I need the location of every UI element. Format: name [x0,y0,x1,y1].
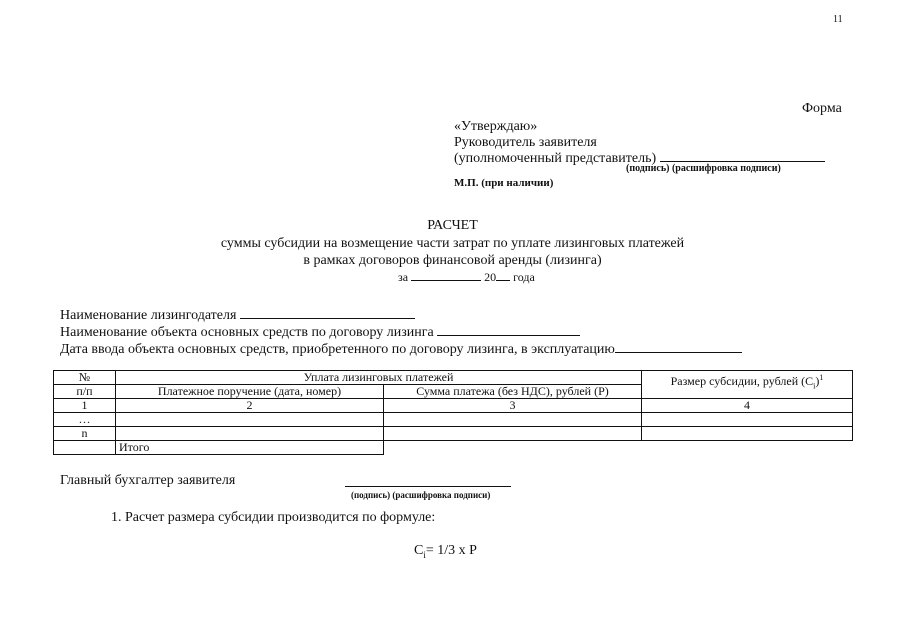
table-cell [116,427,384,441]
table-cell: 3 [384,399,642,413]
table-header-row [54,371,853,385]
subsidy-table [53,370,853,455]
approval-representative: (уполномоченный представитель) [454,150,825,167]
header-number: № [54,371,116,385]
table-cell [384,441,642,455]
object-field: Наименование объекта основных средств по договору лизинга [60,324,580,341]
table-cell [116,413,384,427]
table-row [54,427,853,441]
header-subsidy: Размер субсидии, рублей $(C_i)^1$ [642,371,853,399]
approval-signature-line [660,150,825,162]
accountant-signature-line [345,474,511,487]
commissioning-field: Дата ввода объекта основных средств, приобретенного по договору лизинга, в эксплуатацию [60,341,742,358]
accountant-label: Главный бухгалтер заявителя [60,473,236,488]
table-row [54,413,853,427]
document-title: РАСЧЕТ [427,218,478,233]
header-number-2: п/п [54,385,116,399]
approval-label: «Утверждаю» [454,119,538,134]
seal-note: М.П. (при наличии) [454,177,554,189]
table-cell [54,441,116,455]
header-payments: Уплата лизинговых платежей [116,371,642,385]
document-subtitle-2: в рамках договоров финансовой аренды (лизинга) [303,253,602,268]
page-number: 11 [833,14,843,25]
table-cell [384,413,642,427]
form-label: Форма [802,101,842,116]
table-row [54,399,853,413]
table-cell [642,413,853,427]
approval-signature-caption: (подпись) (расшифровка подписи) [626,163,781,174]
header-payment-order: Платежное поручение (дата, номер) [116,385,384,399]
table-cell: n [54,427,116,441]
table-cell: 1 [54,399,116,413]
header-payment-sum: Сумма платежа (без НДС), рублей (P) [384,385,642,399]
table-total-row [54,441,853,455]
table-cell [642,441,853,455]
table-cell [384,427,642,441]
table-cell: 2 [116,399,384,413]
accountant-signature-caption: (подпись) (расшифровка подписи) [351,490,491,500]
approval-head: Руководитель заявителя [454,135,597,150]
table-cell: 4 [642,399,853,413]
table-cell [642,427,853,441]
table-cell: … [54,413,116,427]
year-blank [496,269,510,281]
object-blank [437,324,580,336]
period-line: за 20 года [398,270,535,284]
table-total-label: Итого [116,441,384,455]
lessor-blank [240,307,415,319]
formula-intro: 1. Расчет размера субсидии производится по формуле: [111,510,436,525]
period-blank [411,269,481,281]
document-subtitle-1: суммы субсидии на возмещение части затрат по уплате лизинговых платежей [220,236,685,251]
commissioning-blank [615,341,742,353]
lessor-field: Наименование лизингодателя [60,307,415,324]
formula: $C_i= 1/3$ х P [414,543,477,560]
